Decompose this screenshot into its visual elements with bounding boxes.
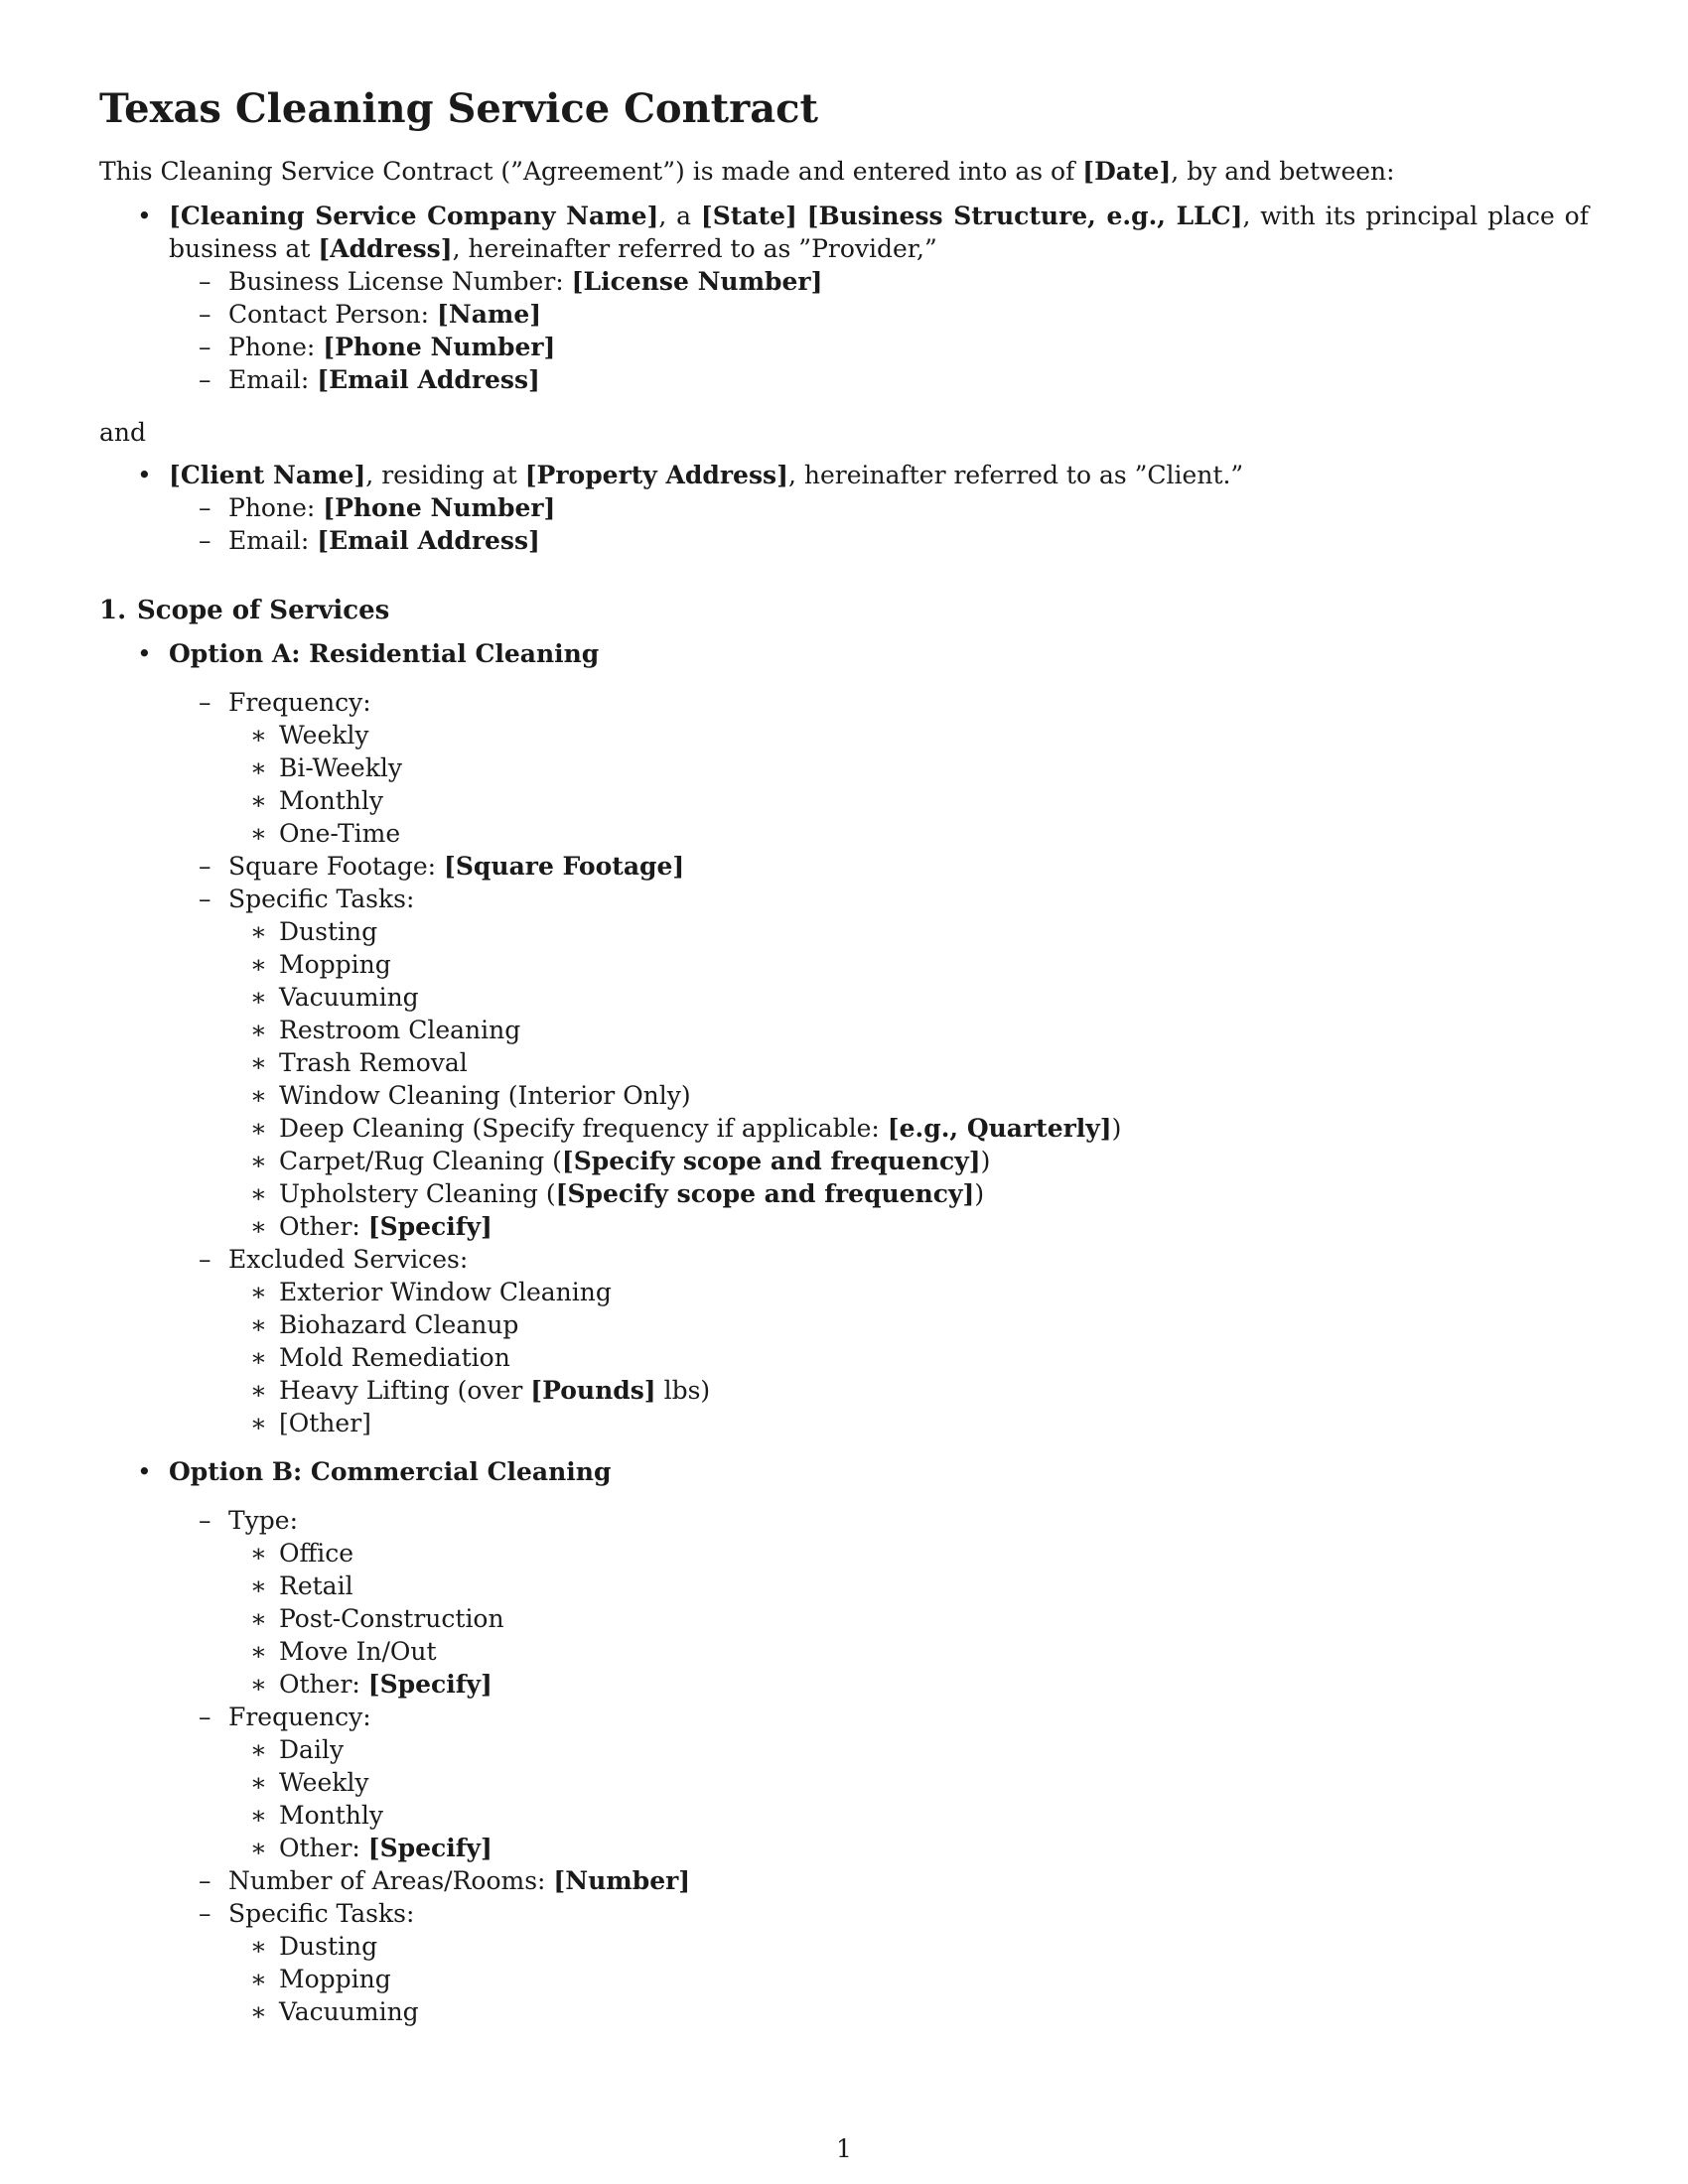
provider-list [99, 200, 1589, 396]
intro-paragraph: This Cleaning Service Contract (”Agreement”) is made and entered into as of [Date], by and between: [99, 157, 1395, 186]
list-item: ∗ Heavy Lifting (over [Pounds] lbs) [250, 1376, 711, 1405]
document-page [99, 85, 1589, 2028]
list-item: – Business License Number: [License Number] [199, 267, 823, 296]
list-item: ∗ Other: [Specify] [250, 1670, 492, 1699]
list-item: ∗ Upholstery Cleaning ([Specify scope and frequency]) [250, 1179, 985, 1208]
list-item: ∗ Post-Construction [250, 1604, 504, 1633]
provider-item: • [Cleaning Service Company Name], a [State] [Business Structure, e.g., LLC], with its principal place of business at [Address], hereinafter referred to as ”Provider,” – Business License Number: [License Number] – Contact Person: [Name] – Phone: [Phone Number] – Email: [Email Address] [137, 202, 1589, 394]
list-item: ∗ Daily [250, 1735, 345, 1764]
page-number: 1 [836, 2134, 852, 2163]
list-item: ∗ Restroom Cleaning [250, 1016, 521, 1044]
client-list [99, 459, 1589, 557]
list-item: ∗ Bi-Weekly [250, 753, 402, 782]
list-item: ∗ Vacuuming [250, 1997, 419, 2026]
list-item: – Square Footage: [Square Footage] [199, 852, 685, 881]
list-item: – Specific Tasks: ∗ Dusting ∗ Mopping ∗ Vacuuming [169, 1897, 1589, 2028]
list-item: – Phone: [Phone Number] [199, 333, 556, 361]
list-item: ∗ Monthly [250, 1801, 384, 1830]
list-item: ∗ Move In/Out [250, 1637, 437, 1666]
list-item: ∗ One-Time [250, 819, 401, 848]
list-item: ∗ Dusting [250, 917, 378, 946]
list-item: – Contact Person: [Name] [199, 300, 542, 329]
list-item: ∗ Window Cleaning (Interior Only) [250, 1081, 691, 1110]
list-item: ∗ Weekly [250, 1768, 369, 1797]
list-item: ∗ [Other] [250, 1409, 371, 1437]
list-item: ∗ Dusting [250, 1932, 378, 1961]
list-item: ∗ Monthly [250, 786, 384, 815]
provider-details [169, 265, 1589, 396]
list-item: ∗ Weekly [250, 721, 369, 750]
list-item: ∗ Deep Cleaning (Specify frequency if applicable: [e.g., Quarterly]) [250, 1114, 1122, 1143]
client-item: • [Client Name], residing at [Property Address], hereinafter referred to as ”Client.” – Phone: [Phone Number] – Email: [Email Address] [99, 459, 1589, 557]
list-item: ∗ Carpet/Rug Cleaning ([Specify scope and frequency]) [250, 1147, 991, 1175]
document-title: Texas Cleaning Service Contract [99, 85, 818, 132]
list-item: – Email: [Email Address] [199, 365, 540, 394]
list-item: ∗ Mopping [250, 1965, 391, 1993]
client-details [169, 491, 1589, 557]
list-item: ∗ Office [250, 1539, 354, 1568]
list-item: – Phone: [Phone Number] [199, 493, 556, 522]
list-item: ∗ Other: [Specify] [250, 1834, 492, 1862]
list-item: – Excluded Services: ∗ Exterior Window Cleaning ∗ Biohazard Cleanup ∗ Mold Remediation ∗ Heavy Lifting (over [Pounds] lbs) ∗ [Other] [169, 1243, 1589, 1439]
list-item: – Frequency: ∗ Weekly ∗ Bi-Weekly ∗ Monthly ∗ One-Time [169, 686, 1589, 850]
and-text: and [99, 418, 147, 447]
options-list [99, 637, 1589, 2028]
option-a-title: Option A: Residential Cleaning [169, 639, 600, 668]
list-item: – Frequency: ∗ Daily ∗ Weekly ∗ Monthly ∗ Other: [Specify] [169, 1701, 1589, 1864]
section-heading-scope: 1. Scope of Services [99, 596, 390, 625]
bullet-icon: • [137, 202, 152, 230]
date-placeholder: [Date] [1082, 157, 1172, 186]
list-item: ∗ Trash Removal [250, 1048, 468, 1077]
option-b [99, 1455, 1589, 2028]
bullet-icon: • [137, 639, 152, 668]
list-item: ∗ Exterior Window Cleaning [250, 1278, 612, 1306]
list-item: – Email: [Email Address] [199, 526, 540, 555]
list-item: ∗ Mopping [250, 950, 391, 979]
list-item: – Number of Areas/Rooms: [Number] [199, 1866, 691, 1895]
bullet-icon: • [137, 461, 152, 489]
list-item: – Specific Tasks: ∗ Dusting ∗ Mopping ∗ Vacuuming ∗ Restroom Cleaning ∗ Trash Removal ∗ Window Cleaning (Interior Only) ∗ Deep Cleaning (Specify frequency if applicable: [e.g., Quarterly]) ∗ Carpet/Rug Cleaning ([Specify scope and frequency]) ∗ Upholstery Cleaning ([Specify scope and frequency]) ∗ Other: [Specify] [169, 883, 1589, 1243]
list-item: ∗ Biohazard Cleanup [250, 1310, 519, 1339]
option-b-title: Option B: Commercial Cleaning [169, 1457, 612, 1486]
list-item: ∗ Other: [Specify] [250, 1212, 492, 1241]
list-item: ∗ Vacuuming [250, 983, 419, 1012]
bullet-icon: • [137, 1457, 152, 1486]
list-item: – Type: ∗ Office ∗ Retail ∗ Post-Construction ∗ Move In/Out ∗ Other: [Specify] [169, 1504, 1589, 1701]
option-a [99, 637, 1589, 1439]
list-item: ∗ Mold Remediation [250, 1343, 510, 1372]
list-item: ∗ Retail [250, 1571, 353, 1600]
